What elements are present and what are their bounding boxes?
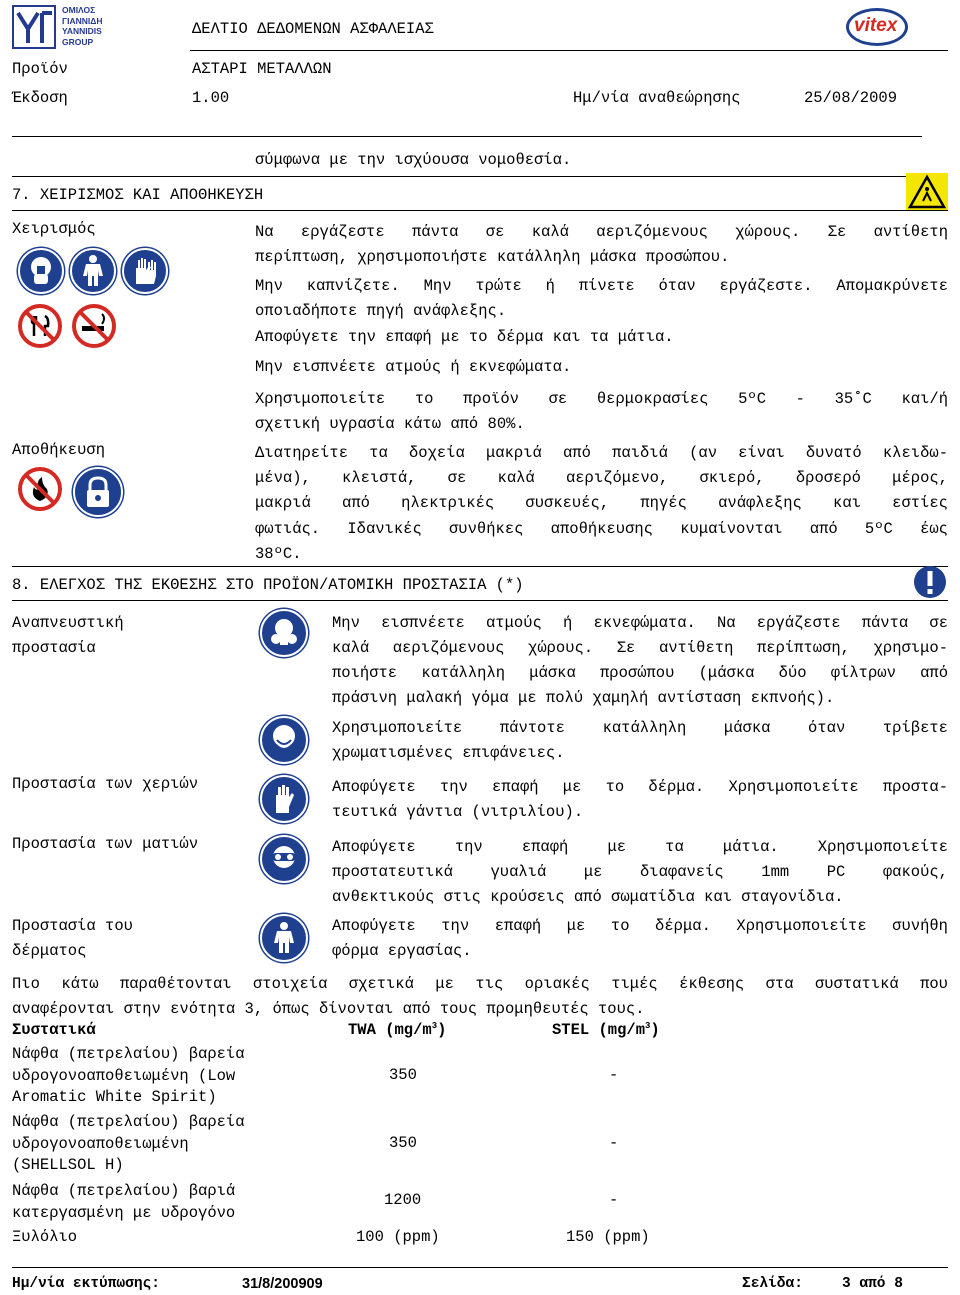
page-label: Σελίδα: [742, 1276, 803, 1292]
twa-value: 350 [389, 1134, 417, 1152]
respiratory-line: ποιήστε κατάλληλη μάσκα προσώπου (μάσκα δύο φίλτρων από [332, 664, 948, 682]
handling-line: σχετική υγρασία κάτω από 80%. [255, 415, 525, 433]
coverall-icon [70, 248, 116, 294]
gloves-icon [122, 248, 168, 294]
stel-value: - [609, 1191, 619, 1209]
eyes-label: Προστασία των ματιών [12, 835, 199, 853]
intro-line: Πιο κάτω παραθέτονται στοιχεία σχετικά με τις οριακές τιμές έκθεσης στα συστατικά που [12, 975, 948, 993]
handling-line: Μην καπνίζετε. Μην τρώτε ή πίνετε όταν εργάζεστε. Απομακρύνετε [255, 277, 948, 295]
no-smoking-icon [72, 304, 116, 348]
handling-line: Να εργάζεστε πάντα σε καλά αεριζόμενους χώρους. Σε αντίθετη [255, 223, 948, 241]
respirator-icon [260, 609, 308, 657]
handling-line: Χρησιμοποιείτε το προϊόν σε θερμοκρασίες 5ºC - 35˚C και/ή [255, 390, 948, 408]
stel-value: 150 (ppm) [566, 1228, 650, 1246]
glove-icon [260, 775, 308, 823]
eyes-line: Αποφύγετε την επαφή με τα μάτια. Χρησιμοποιείτε [332, 838, 948, 856]
handling-line: Αποφύγετε την επαφή με το δέρμα και τα μάτια. [255, 328, 674, 346]
edition-value: 1.00 [192, 89, 230, 107]
print-date-value: 31/8/200909 [242, 1276, 323, 1292]
table-row [12, 1228, 77, 1246]
handling-line: περίπτωση, χρησιμοποιήστε κατάλληλη μάσκα προσώπου. [255, 248, 730, 266]
stel-value: - [609, 1066, 619, 1084]
edition-label: Έκδοση [12, 89, 68, 107]
section-7-title: 7. ΧΕΙΡΙΣΜΟΣ ΚΑΙ ΑΠΟΘΗΚΕΥΣΗ [12, 186, 264, 204]
brand-text: vitex [854, 15, 898, 36]
document-title: ΔΕΛΤΙΟ ΔΕΔΟΜΕΝΩΝ ΑΣΦΑΛΕΙΑΣ [192, 20, 434, 38]
component-name: υδρογονοαποθειωμένη [12, 1134, 189, 1153]
respiratory-line: Μην εισπνέετε ατμούς ή εκνεφώματα. Να εργάζεστε πάντα σε [332, 614, 948, 632]
twa-value: 100 (ppm) [356, 1228, 440, 1246]
face-mask-icon [18, 248, 64, 294]
skin-line: φόρμα εργασίας. [332, 942, 472, 960]
respiratory-line: πράσινη μαλακή γόμα με πολύ χαμηλή αντίσταση εκπνοής). [332, 689, 835, 707]
col-header-components: Συστατικά [12, 1021, 96, 1039]
table-row [12, 1181, 235, 1224]
twa-value: 1200 [384, 1191, 422, 1209]
dust-mask-icon [260, 716, 308, 764]
print-date-label: Ημ/νία εκτύπωσης: [12, 1276, 160, 1292]
skin-label: Προστασία του [12, 917, 133, 935]
table-row [12, 1044, 245, 1109]
respiratory-line: καλά αεριζόμενους χώρους. Σε αντίθετη περίπτωση, χρησιμο- [332, 639, 948, 657]
component-name: Νάφθα (πετρελαίου) βαριά [12, 1182, 236, 1200]
logo-line: YANNIDIS [62, 26, 102, 36]
respiratory-line: χρωματισμένες επιφάνειες. [332, 744, 565, 762]
hands-label: Προστασία των χεριών [12, 775, 199, 793]
handling-line: Μην εισπνέετε ατμούς ή εκνεφώματα. [255, 358, 572, 376]
handling-label: Χειρισμός [12, 220, 96, 238]
logo-line: ΓΙΑΝΝΙΔΗ [62, 15, 103, 26]
revision-value: 25/08/2009 [804, 89, 898, 107]
exclamation-icon [914, 566, 946, 598]
logo-line: GROUP [62, 36, 94, 47]
hands-line: τευτικά γάντια (νιτριλίου). [332, 803, 584, 821]
storage-line: φωτιάς. Ιδανικές συνθήκες αποθήκευσης κυμαίνονται από 5ºC έως [255, 519, 948, 538]
coverall-icon [260, 914, 308, 962]
skin-line: Αποφύγετε την επαφή με το δέρμα. Χρησιμοποιείτε συνήθη [332, 917, 948, 935]
vitex-logo [846, 6, 912, 48]
warning-handling-icon [906, 173, 948, 211]
component-name: Ξυλόλιο [12, 1228, 78, 1246]
goggles-icon [260, 835, 308, 883]
twa-value: 350 [389, 1066, 417, 1084]
handling-line: οποιαδήποτε πηγή ανάφλεξης. [255, 302, 507, 320]
respiratory-line: Χρησιμοποιείτε πάντοτε κατάλληλη μάσκα όταν τρίβετε [332, 719, 948, 737]
respiratory-label: προστασία [12, 639, 96, 657]
logo-line: ΟΜΙΛΟΣ [62, 5, 96, 15]
product-value: ΑΣΤΑΡΙ ΜΕΤΑΛΛΩΝ [192, 60, 332, 78]
page-value: 3 από 8 [842, 1276, 903, 1292]
storage-label: Αποθήκευση [12, 441, 106, 459]
company-logo [12, 5, 108, 49]
stel-value: - [609, 1134, 619, 1152]
carryover-text: σύμφωνα με την ισχύουσα νομοθεσία. [255, 151, 572, 169]
hands-line: Αποφύγετε την επαφή με το δέρμα. Χρησιμοποιείτε προστα- [332, 778, 948, 796]
storage-line: 38ºC. [255, 544, 302, 563]
eyes-line: ανθεκτικούς στις κρούσεις από σωματίδια και σταγονίδια. [332, 888, 844, 906]
revision-label: Ημ/νία αναθεώρησης [573, 89, 741, 107]
col-header-twa: TWA $(mg/m^3)$ [348, 1021, 447, 1040]
storage-line: μακριά από ηλεκτρικές συσκευές, πηγές ανάφλεξης και εστίες [255, 494, 948, 513]
col-header-stel: STEL $(mg/m^3)$ [552, 1021, 660, 1040]
storage-line: Διατηρείτε τα δοχεία μακριά από παιδιά (αν είναι δυνατό κλειδω- [255, 444, 948, 462]
intro-line: αναφέρονται στην ενότητα 3, όπως δίνονται από τους προμηθευτές τους. [12, 1000, 645, 1018]
respiratory-label: Αναπνευστική [12, 614, 124, 632]
storage-line: μένα), κλειστά, σε καλά αεριζόμενο, σκιερό, δροσερό μέρος, [255, 469, 948, 488]
no-eating-icon [18, 304, 62, 348]
skin-label: δέρματος [12, 942, 87, 960]
component-name: υδρογονοαποθειωμένη (Low [12, 1066, 236, 1085]
section-8-title: 8. ΕΛΕΓΧΟΣ ΤΗΣ ΕΚΘΕΣΗΣ ΣΤΟ ΠΡΟΪΟΝ/ΑΤΟΜΙΚΗ ΠΡΟΣΤΑΣΙΑ (*) [12, 576, 524, 594]
component-name: (SHELLSOL H) [12, 1156, 124, 1174]
component-name: Aromatic White Spirit) [12, 1088, 217, 1106]
component-name: κατεργασμένη με υδρογόνο [12, 1203, 236, 1222]
no-fire-icon [18, 467, 62, 511]
eyes-line: προστατευτικά γυαλιά με διαφανείς 1mm PC φακούς, [332, 863, 948, 881]
component-name: Νάφθα (πετρελαίου) βαρεία [12, 1113, 245, 1131]
component-name: Νάφθα (πετρελαίου) βαρεία [12, 1045, 245, 1063]
table-row [12, 1112, 245, 1177]
keep-locked-icon [73, 467, 123, 517]
product-label: Προϊόν [12, 60, 68, 78]
